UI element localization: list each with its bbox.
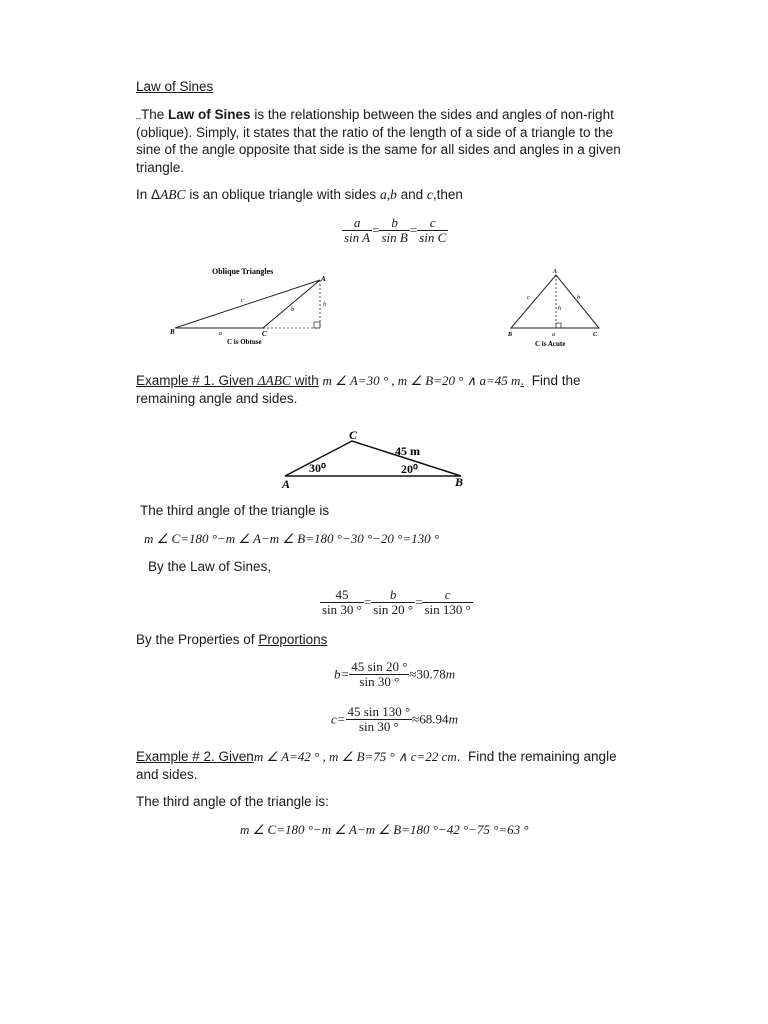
then-word: ,then (432, 187, 463, 202)
example-1-rest: Find the (531, 373, 581, 388)
denominator: sin 30 ° (322, 602, 362, 617)
oblique-prefix: In (136, 187, 148, 202)
vertex-b-label: B (455, 475, 464, 489)
example-2-label: Example # 2. Given (136, 749, 254, 764)
example-1-triangle-figure (278, 426, 478, 492)
vertex-a-label: A (321, 275, 326, 283)
intro-the: The (141, 107, 165, 122)
numerator: 45 sin 20 ° (351, 659, 408, 674)
acute-triangle-outline (511, 275, 599, 328)
example-2-given: m ∠ A=42 ° , m ∠ B=75 ° ∧ c=22 cm (253, 749, 457, 764)
right-angle-mark (556, 323, 561, 328)
figure-caption: C is Obtuse (227, 338, 262, 346)
intro-paragraph (136, 106, 696, 176)
c-formula (331, 705, 458, 734)
denominator: sin 130 ° (424, 602, 471, 617)
side-b: b (390, 187, 397, 202)
lead-marker: _ (136, 109, 142, 119)
oblique-sentence (136, 186, 463, 204)
triangle-symbol: Δ (151, 187, 161, 202)
obtuse-triangle-figure (165, 262, 345, 352)
c-unit: m (448, 711, 458, 727)
denominator: sin C (419, 230, 447, 245)
obtuse-triangle-outline (175, 280, 320, 328)
proportions-line (136, 631, 327, 649)
side-b-label: b (577, 295, 580, 301)
b-value: ≈30.78 (409, 666, 446, 682)
numerator: b (371, 588, 415, 603)
b-formula (334, 660, 455, 689)
fraction-b (379, 216, 409, 245)
numerator: 45 (320, 588, 364, 603)
fraction-b (371, 588, 415, 617)
figure-title: Oblique Triangles (212, 267, 274, 276)
example-1-law-formula (320, 588, 473, 617)
right-angle-mark (314, 322, 320, 328)
vertex-b-label: B (170, 328, 175, 336)
angle-b-label: 20⁰ (401, 462, 418, 476)
angle-a-label: 30⁰ (309, 461, 326, 475)
vertex-c-label: C (349, 428, 358, 442)
equals-sign: = (372, 222, 380, 238)
numerator: b (379, 216, 409, 231)
intro-line2: (oblique). Simply, it states that the ratio of the length of a side of a triangle to the (136, 124, 614, 140)
oblique-mid: is an oblique triangle with sides (189, 187, 377, 202)
period: . (520, 373, 525, 388)
example-2-third-formula: m ∠ C=180 °−m ∠ A−m ∠ B=180 °−42 °−75 °=63 ° (240, 822, 529, 837)
denominator: sin B (381, 230, 408, 245)
fraction-a (342, 216, 372, 245)
denominator: sin 30 ° (359, 674, 400, 689)
page-title: Law of Sines (136, 79, 214, 94)
side-c: c (426, 187, 433, 202)
fraction-c (417, 216, 448, 245)
fraction-c (422, 588, 472, 617)
figure-caption: C is Acute (535, 340, 566, 348)
example-1-prompt (136, 372, 696, 407)
third-angle-formula: m ∠ C=180 °−m ∠ A−m ∠ B=180 °−30 °−20 °=130 ° (144, 531, 440, 546)
c-lhs: c= (331, 711, 346, 727)
intro-line3: sine of the angle opposite that side is the same for all sides and angles in a given (136, 142, 621, 157)
and-word: and (400, 187, 424, 202)
numerator: 45 sin 130 ° (347, 704, 411, 719)
side-a: a (379, 187, 387, 202)
period: . (456, 749, 461, 764)
proportions-link[interactable]: Proportions (258, 632, 328, 647)
b-unit: m (445, 666, 456, 682)
height-label: h (323, 302, 326, 308)
height-label: h (558, 306, 561, 312)
intro-line4: triangle. (136, 159, 185, 175)
equals-sign: = (409, 222, 418, 238)
fraction-45 (320, 588, 364, 617)
triangle-name: ABC (160, 187, 186, 202)
equals-sign: = (363, 594, 372, 610)
side-a-label: a (219, 331, 222, 337)
side-length-label: 45 m (395, 444, 420, 458)
vertex-b-label: B (508, 332, 513, 338)
law-of-sines-formula (342, 216, 448, 245)
example-1-line2: remaining angle and sides. (136, 390, 298, 406)
intro-line1: is the relationship between the sides and angles of non-right (254, 107, 614, 122)
vertex-a-label: A (282, 477, 291, 491)
numerator: c (417, 216, 448, 231)
vertex-a-label: A (553, 269, 558, 275)
acute-triangle-figure (503, 266, 608, 352)
side-a-label: a (552, 332, 555, 338)
side-c-label: c (527, 295, 530, 301)
denominator: sin 20 ° (373, 602, 414, 617)
side-b-label: b (291, 307, 294, 313)
example-1-label: Example # 1. Given (136, 373, 254, 388)
side-c-label: c (241, 298, 244, 304)
denominator: sin 30 ° (358, 719, 399, 734)
c-value: ≈68.94 (412, 711, 449, 727)
intro-bold-term: Law of Sines (168, 107, 251, 122)
example-1-triangle: ΔABC (257, 373, 291, 388)
example-2-prompt (136, 748, 696, 783)
b-fraction (349, 660, 409, 689)
example-2-line2: and sides. (136, 766, 198, 782)
example-1-with: with (294, 373, 319, 388)
example-1-given: m ∠ A=30 ° , m ∠ B=20 ° ∧ a=45 m (322, 373, 521, 388)
proportions-prefix: By the Properties of (136, 632, 255, 647)
c-fraction (346, 705, 413, 734)
denominator: sin A (344, 230, 371, 245)
example-2-rest: Find the remaining angle (467, 749, 617, 764)
b-lhs: b= (334, 666, 350, 682)
equals-sign: = (415, 594, 423, 610)
example-2-third-text: The third angle of the triangle is: (136, 794, 329, 809)
third-angle-text: The third angle of the triangle is (140, 503, 330, 518)
numerator: a (342, 216, 372, 231)
vertex-c-label: C (262, 330, 267, 338)
comma: , (386, 187, 391, 202)
numerator: c (422, 588, 472, 603)
vertex-c-label: C (593, 332, 598, 338)
by-law-text: By the Law of Sines, (148, 559, 272, 574)
